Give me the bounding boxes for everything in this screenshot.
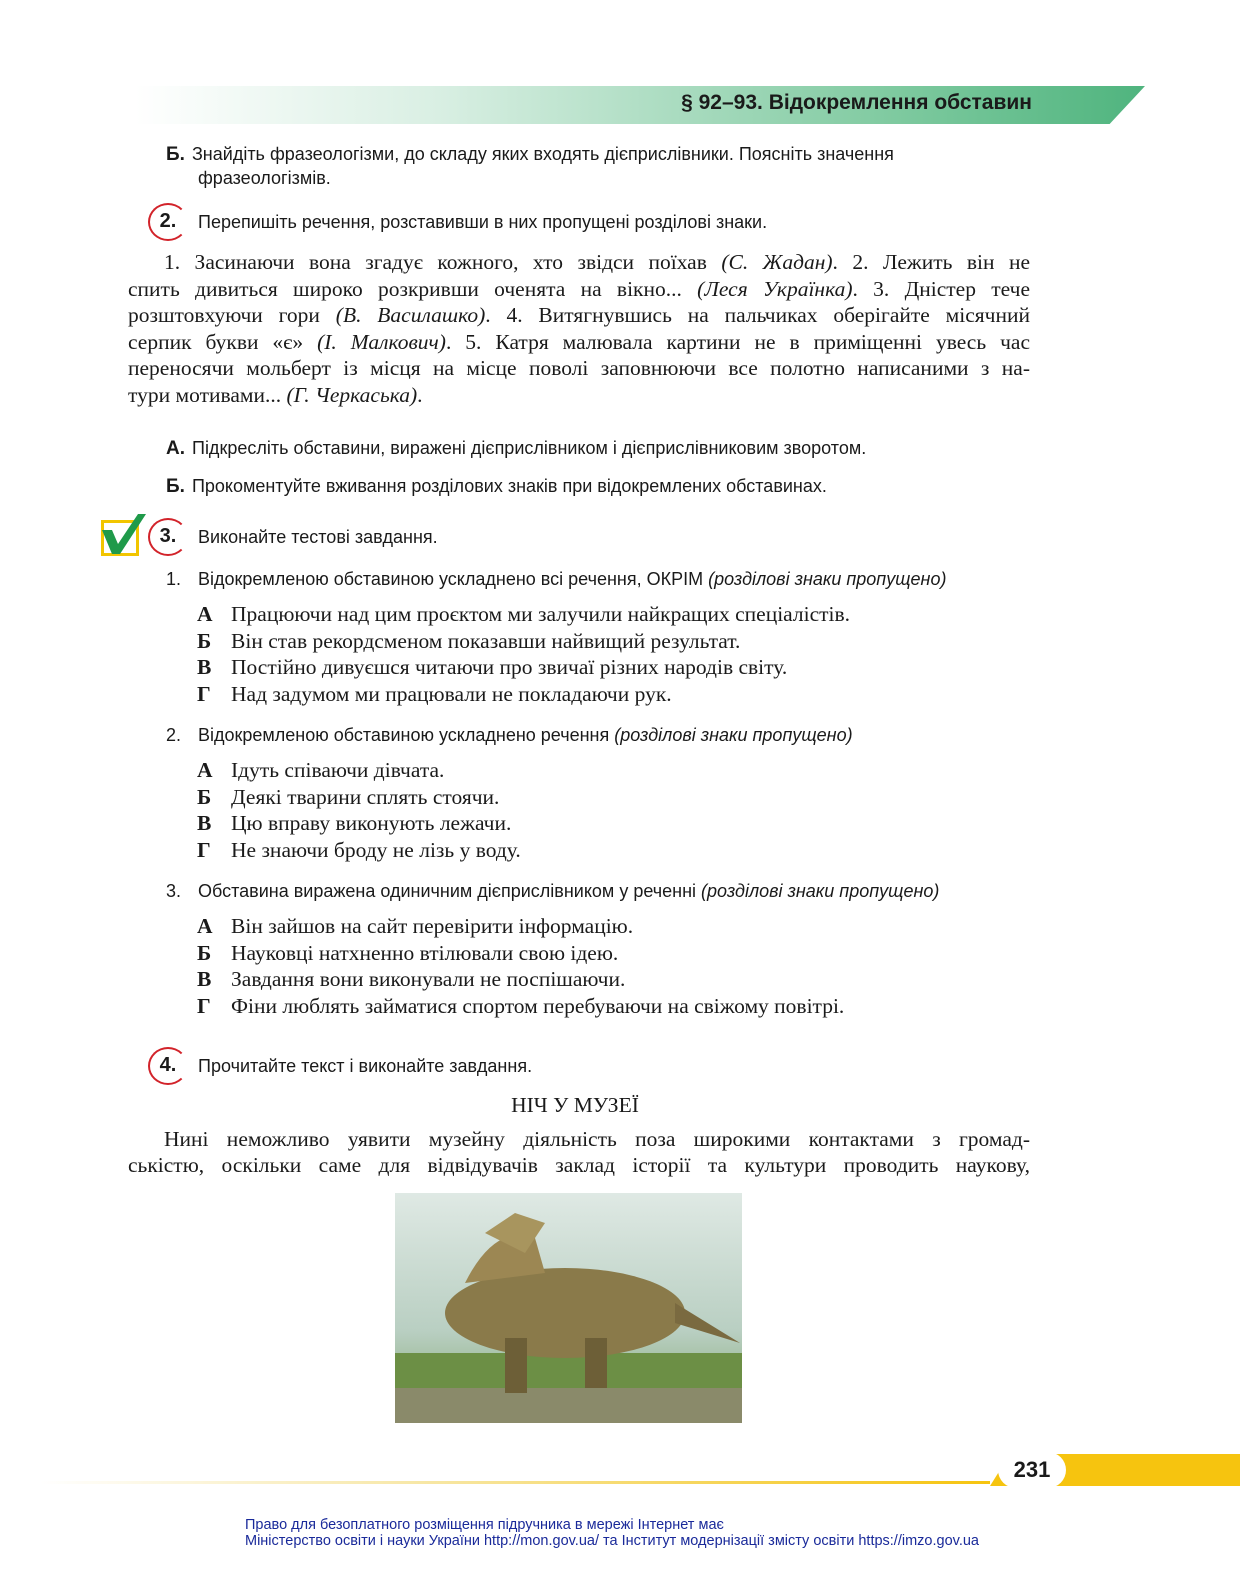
- option-letter: Б: [197, 940, 212, 965]
- option-letter: Г: [197, 681, 211, 706]
- exercise-text-line: [128, 355, 1030, 382]
- exercise-text-line: [128, 249, 1030, 276]
- option-letter: Б: [197, 784, 212, 809]
- option-letter: А: [197, 758, 213, 782]
- option-text: Ідуть співаючи дівчата.: [231, 758, 445, 782]
- option-letter: В: [197, 967, 212, 991]
- task-text: Підкресліть обставини, виражені дієприслівником і дієприслівниковим зворотом.: [192, 438, 867, 458]
- option-text: Деякі тварини сплять стоячи.: [231, 784, 500, 809]
- answer-option: [197, 966, 625, 993]
- text-line: Нині неможливо уявити музейну діяльність поза широкими контактами з громад-: [164, 1127, 1030, 1151]
- checkmark-icon: [98, 512, 148, 556]
- footer-line: Право для безоплатного розміщення підручника в мережі Інтернет має: [245, 1517, 724, 1533]
- exercise-text-line: [128, 382, 1030, 409]
- text-line: ськістю, оскільки саме для відвідувачів заклад історії та культури проводить наукову,: [128, 1153, 1030, 1177]
- task-label: Б.: [166, 144, 185, 165]
- footer-rule: [40, 1481, 990, 1484]
- answer-option: [197, 784, 499, 811]
- sentence-text: серпик букви «є»: [128, 330, 318, 354]
- question-note: (розділові знаки пропущено): [708, 569, 947, 589]
- option-letter: А: [197, 602, 213, 626]
- task-text: Знайдіть фразеологізми, до складу яких входять дієприслівники. Поясніть значення: [191, 144, 894, 164]
- task-text-cont: фразеологізмів.: [198, 168, 331, 188]
- answer-option: [197, 628, 740, 655]
- option-text: Цю вправу виконують лежачи.: [231, 811, 512, 835]
- option-letter: Г: [197, 993, 211, 1018]
- answer-option: [197, 681, 672, 708]
- citation: (Леся Українка): [697, 277, 853, 301]
- answer-option: [197, 837, 521, 864]
- task-label: Б.: [166, 476, 185, 497]
- exercise-number: 2.: [148, 203, 188, 241]
- exercise-text-line: [128, 329, 1030, 356]
- option-text: Над задумом ми працювали не покладаючи рук.: [231, 681, 672, 706]
- question-number: 3.: [166, 881, 182, 901]
- task-b-prev: [166, 143, 894, 166]
- question-number: 2.: [166, 725, 182, 745]
- option-letter: В: [197, 811, 212, 835]
- option-text: Не знаючи броду не лізь у воду.: [231, 837, 521, 862]
- option-text: Він став рекордсменом показавши найвищий результат.: [231, 628, 741, 653]
- sentence-text: тури мотивами...: [128, 383, 287, 407]
- sentence-text: . 4. Витягнувшись на пальчиках оберігайте місячний: [485, 303, 1030, 327]
- option-text: Науковці натхненно втілювали свою ідею.: [231, 940, 619, 965]
- exercise-instruction: Виконайте тестові завдання.: [198, 527, 438, 547]
- answer-option: [197, 913, 633, 940]
- option-letter: Г: [197, 837, 211, 862]
- exercise-instruction: Прочитайте текст і виконайте завдання.: [198, 1056, 533, 1076]
- question-number: 1.: [166, 569, 182, 589]
- question-text: Відокремленою обставиною ускладнено всі речення, ОКРІМ: [198, 569, 709, 589]
- question: [166, 568, 946, 590]
- answer-option: [197, 757, 444, 784]
- option-text: Постійно дивуєшся читаючи про звичаї різних народів світу.: [231, 655, 788, 679]
- sentence-text: переносячи мольберт із місця на місце поволі заповнюючи все полотно написаними з на-: [128, 356, 1030, 380]
- option-letter: А: [197, 914, 213, 938]
- option-text: Завдання вони виконували не поспішаючи.: [231, 967, 626, 991]
- citation: (І. Малкович): [317, 330, 446, 354]
- exercise-number: 3.: [148, 518, 188, 556]
- option-text: Він зайшов на сайт перевірити інформацію.: [231, 914, 634, 938]
- task-text: Прокоментуйте вживання розділових знаків при відокремлених обставинах.: [191, 476, 827, 496]
- answer-option: [197, 940, 618, 967]
- question-note: (розділові знаки пропущено): [701, 881, 940, 901]
- answer-option: [197, 654, 787, 681]
- sentence-text: . 3. Дністер тече: [852, 277, 1031, 301]
- answer-option: [197, 810, 511, 837]
- option-letter: Б: [197, 628, 212, 653]
- text-title: НІЧ У МУЗЕЇ: [511, 1093, 639, 1117]
- question-note: (розділові знаки пропущено): [614, 725, 853, 745]
- citation: (Г. Черкаська): [286, 383, 418, 407]
- sentence-text: 1. Засинаючи вона згадує кожного, хто звідси поїхав: [164, 250, 722, 274]
- question-text: Відокремленою обставиною ускладнено речення: [198, 725, 615, 745]
- sentence-text: . 2. Лежить він не: [832, 250, 1030, 274]
- exercise-text-line: [128, 276, 1030, 303]
- citation: (В. Василашко): [335, 303, 486, 327]
- sentence-text: розштовхуючи гори: [128, 303, 336, 327]
- section-title: § 92–93. Відокремлення обставин: [681, 91, 1032, 114]
- exercise-number: 4.: [148, 1047, 188, 1085]
- triceratops-illustration: [395, 1193, 742, 1423]
- task-label: А.: [166, 438, 185, 459]
- exercise-text-line: [128, 302, 1030, 329]
- sentence-text: спить дивиться широко розкривши оченята на вікно...: [128, 277, 698, 301]
- task-b: [166, 475, 827, 498]
- question-text: Обставина виражена одиничним дієприслівником у реченні: [198, 881, 702, 901]
- answer-option: [197, 601, 850, 628]
- task-a: [166, 437, 866, 460]
- option-text: Фіни люблять займатися спортом перебуваючи на свіжому повітрі.: [231, 993, 845, 1018]
- sentence-text: .: [417, 383, 423, 407]
- answer-option: [197, 993, 844, 1020]
- option-letter: В: [197, 655, 212, 679]
- question: [166, 724, 853, 746]
- exercise-instruction: Перепишіть речення, розставивши в них пропущені розділові знаки.: [198, 212, 768, 232]
- footer-line: Міністерство освіти і науки України http://mon.gov.ua/ та Інститут модернізації змісту освіти https://imzo.gov.ua: [245, 1533, 979, 1549]
- option-text: Працюючи над цим проєктом ми залучили найкращих спеціалістів.: [231, 602, 851, 626]
- question: [166, 880, 939, 902]
- page-number: 231: [998, 1452, 1066, 1488]
- sentence-text: . 5. Катря малювала картини не в приміщенні увесь час: [445, 330, 1030, 354]
- citation: (С. Жадан): [721, 250, 833, 274]
